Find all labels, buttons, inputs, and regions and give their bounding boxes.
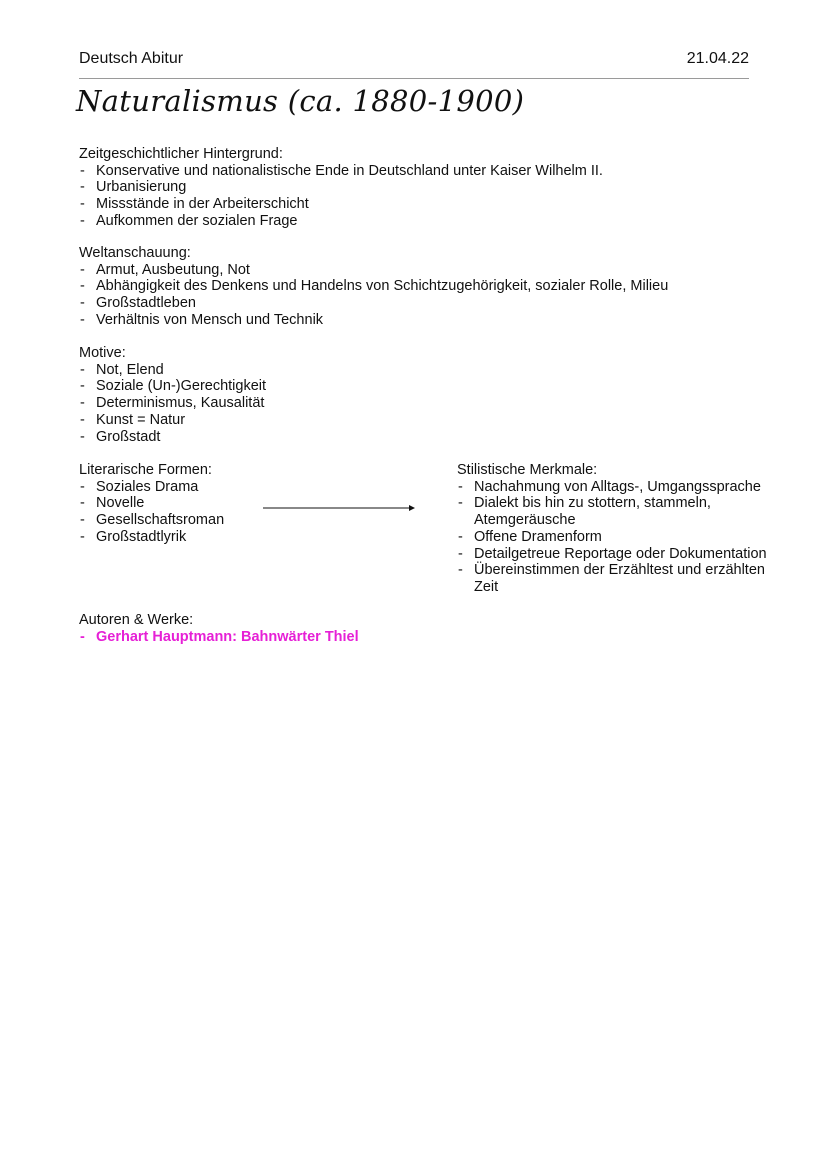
section-motive	[79, 345, 266, 445]
list-item-highlighted	[79, 629, 359, 646]
list-item-text: Kunst = Natur	[96, 411, 186, 428]
list-item	[79, 312, 668, 329]
dash-bullet: -	[80, 261, 85, 278]
dash-bullet: -	[80, 378, 85, 395]
list-item	[79, 262, 668, 279]
section-heading: Stilistische Merkmale:	[457, 462, 598, 478]
dash-bullet: -	[80, 411, 85, 428]
bullet-list	[79, 479, 224, 546]
bullet-list	[79, 362, 266, 446]
section-heading: Motive:	[79, 345, 126, 361]
dash-bullet: -	[80, 179, 85, 196]
dash-bullet: -	[80, 361, 85, 378]
list-item	[79, 213, 603, 230]
dash-bullet: -	[80, 495, 85, 512]
dash-bullet: -	[80, 162, 85, 179]
list-item-text: Großstadt	[96, 428, 161, 445]
list-item	[79, 429, 266, 446]
section-heading: Autoren & Werke:	[79, 612, 194, 628]
dash-bullet: -	[458, 478, 463, 495]
section-literarische-formen	[79, 462, 224, 546]
list-item	[79, 278, 668, 295]
date-label: 21.04.22	[686, 50, 749, 67]
list-item-text: Übereinstimmen der Erzähltest und erzählten Zeit	[474, 562, 765, 595]
list-item-text: Offene Dramenform	[474, 528, 602, 545]
list-item-text: Missstände in der Arbeiterschicht	[96, 196, 309, 213]
list-item-text: Abhängigkeit des Denkens und Handelns von Schichtzugehörigkeit, sozialer Rolle, Milieu	[96, 278, 669, 295]
dash-bullet: -	[80, 395, 85, 412]
bullet-list	[457, 479, 792, 596]
list-item-text: Gerhart Hauptmann: Bahnwärter Thiel	[96, 628, 359, 645]
page-title: Naturalismus (ca. 1880-1900)	[76, 84, 525, 118]
list-item-text: Detailgetreue Reportage oder Dokumentation	[474, 545, 767, 562]
list-item-text: Armut, Ausbeutung, Not	[96, 261, 250, 278]
section-heading: Literarische Formen:	[79, 462, 212, 478]
dash-bullet: -	[80, 311, 85, 328]
dash-bullet: -	[458, 528, 463, 545]
section-heading: Zeitgeschichtlicher Hintergrund:	[79, 146, 283, 162]
list-item	[79, 378, 266, 395]
list-item-text: Soziales Drama	[96, 478, 199, 495]
list-item	[457, 529, 792, 546]
list-item	[79, 362, 266, 379]
list-item-text: Dialekt bis hin zu stottern, stammeln, Atemgeräusche	[474, 495, 711, 529]
list-item-text: Nachahmung von Alltags-, Umgangssprache	[474, 478, 761, 495]
list-item	[79, 512, 224, 529]
dash-bullet: -	[458, 545, 463, 562]
list-item	[79, 395, 266, 412]
list-item-text: Not, Elend	[96, 361, 164, 378]
list-item	[79, 529, 224, 546]
dash-bullet: -	[80, 196, 85, 213]
list-item	[79, 295, 668, 312]
list-item	[79, 412, 266, 429]
list-item-text: Novelle	[96, 495, 145, 512]
list-item-text: Aufkommen der sozialen Frage	[96, 212, 298, 229]
list-item	[79, 179, 603, 196]
section-stilistische-merkmale	[457, 462, 792, 596]
list-item	[79, 495, 224, 512]
list-item	[457, 495, 744, 528]
list-item	[79, 163, 603, 180]
dash-bullet: -	[80, 278, 85, 295]
list-item-text: Urbanisierung	[96, 179, 187, 196]
page-header	[79, 48, 749, 79]
bullet-list	[79, 262, 668, 329]
dash-bullet: -	[80, 528, 85, 545]
dash-bullet: -	[80, 428, 85, 445]
list-item	[79, 196, 603, 213]
subject-label: Deutsch Abitur	[79, 50, 184, 67]
arrow-right-icon	[263, 502, 415, 514]
list-item	[457, 546, 792, 563]
list-item-text: Gesellschaftsroman	[96, 512, 225, 529]
list-item	[457, 479, 792, 496]
list-item	[79, 479, 224, 496]
dash-bullet: -	[80, 212, 85, 229]
list-item-text: Determinismus, Kausalität	[96, 395, 265, 412]
list-item-text: Konservative und nationalistische Ende in Deutschland unter Kaiser Wilhelm II.	[96, 162, 603, 179]
section-heading: Weltanschauung:	[79, 245, 191, 261]
list-item-text: Verhältnis von Mensch und Technik	[96, 311, 324, 328]
dash-bullet: -	[458, 562, 463, 579]
dash-bullet: -	[80, 478, 85, 495]
list-item	[457, 562, 789, 595]
list-item-text: Großstadtleben	[96, 295, 196, 312]
list-item-text: Großstadtlyrik	[96, 528, 187, 545]
section-hintergrund	[79, 146, 603, 230]
bullet-list	[79, 163, 603, 230]
dash-bullet: -	[80, 295, 85, 312]
dash-bullet: -	[458, 495, 463, 512]
list-item-text: Soziale (Un-)Gerechtigkeit	[96, 378, 267, 395]
section-weltanschauung	[79, 245, 668, 329]
section-autoren-werke	[79, 612, 359, 645]
dash-bullet: -	[80, 512, 85, 529]
dash-bullet: -	[80, 628, 85, 645]
bullet-list	[79, 629, 359, 646]
